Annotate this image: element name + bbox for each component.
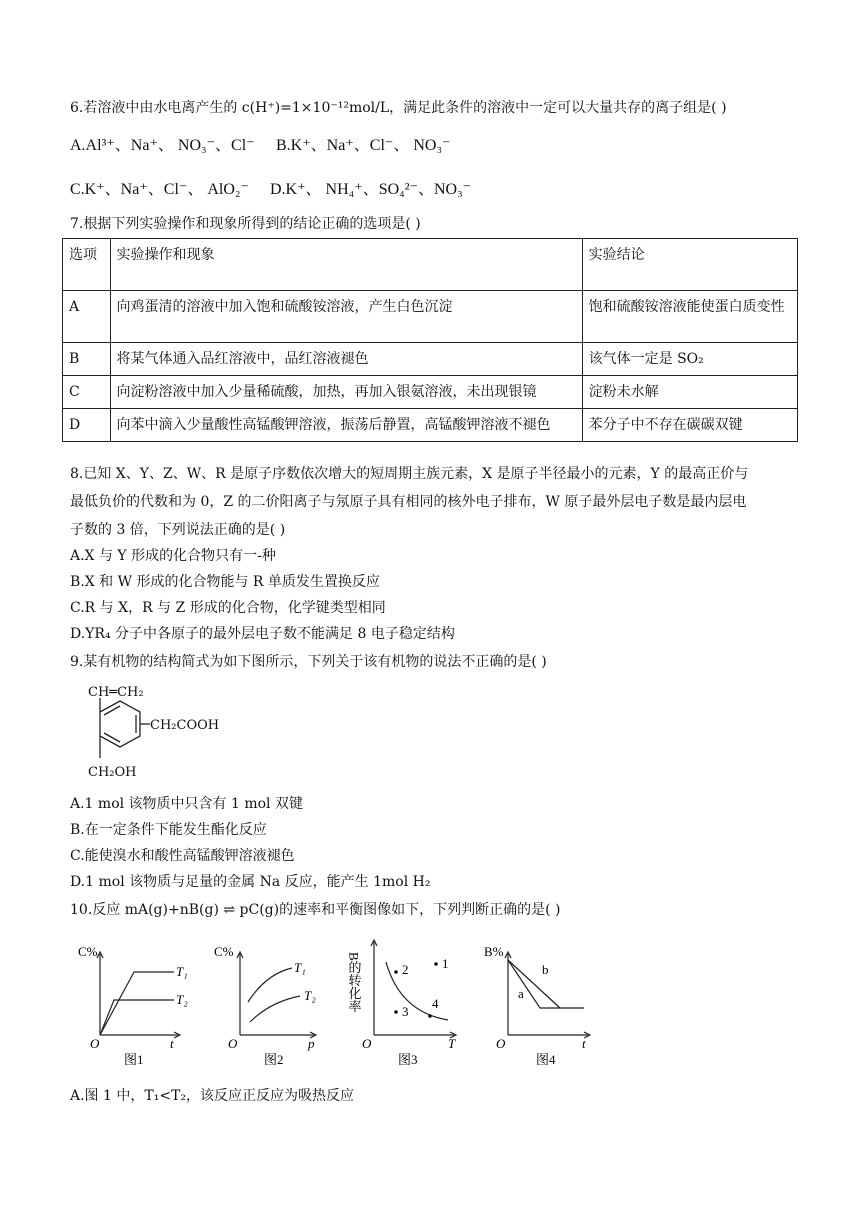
row-b-conclusion: 该气体一定是 SO₂ bbox=[582, 343, 797, 376]
graph4-x-label: t bbox=[582, 1036, 586, 1051]
row-b-operation: 将某气体通入品红溶液中，品红溶液褪色 bbox=[110, 343, 582, 376]
q10-graph-3 bbox=[346, 940, 470, 1070]
graph1-x-label: t bbox=[170, 1036, 174, 1051]
q10-option-a: A.图 1 中，T₁<T₂，该反应正反应为吸热反应 bbox=[70, 1088, 354, 1104]
q10-graph-4 bbox=[484, 940, 604, 1070]
graph2-origin: O bbox=[228, 1036, 238, 1051]
graph4-label-a: a bbox=[518, 986, 524, 1001]
row-a-option: A bbox=[63, 291, 111, 343]
q8-stem-line-1: 8.已知 X、Y、Z、W、R 是原子序数依次增大的短周期主族元素，X 是原子半径最小的元素，Y 的最高正价与 bbox=[70, 466, 749, 482]
graph3-y-label-text: B的转化率 bbox=[346, 952, 362, 1013]
graph2-x-label: p bbox=[308, 1036, 315, 1051]
q9-stem: 9.某有机物的结构简式为如下图所示，下列关于该有机物的说法不正确的是( ) bbox=[70, 654, 547, 670]
graph3-origin: O bbox=[362, 1036, 372, 1051]
header-option: 选项 bbox=[63, 239, 111, 291]
row-c-option: C bbox=[63, 376, 111, 409]
graph3-point-2: 2 bbox=[402, 962, 409, 977]
table-row bbox=[63, 376, 798, 409]
table-row bbox=[63, 343, 798, 376]
table-row bbox=[63, 409, 798, 442]
q9-option-d: D.1 mol 该物质与足量的金属 Na 反应，能产生 1mol H₂ bbox=[70, 874, 431, 890]
graph3-point-3: 3 bbox=[402, 1004, 409, 1019]
q10-graph-1 bbox=[78, 940, 198, 1070]
q9-option-b: B.在一定条件下能发生酯化反应 bbox=[70, 822, 267, 838]
graph1-label-t1: T₁ bbox=[176, 964, 188, 979]
q8-stem-line-2: 最低负价的代数和为 0，Z 的二价阳离子与氖原子具有相同的核外电子排布，W 原子最外层电子数是最内层电 bbox=[70, 494, 747, 510]
graph2-caption: 图2 bbox=[264, 1052, 284, 1067]
q8-option-b: B.X 和 W 形成的化合物能与 R 单质发生置换反应 bbox=[70, 574, 380, 590]
graph3-x-label: T bbox=[448, 1036, 456, 1051]
q9-structural-formula bbox=[80, 684, 220, 784]
graph1-origin: O bbox=[90, 1036, 100, 1051]
graph3-caption: 图3 bbox=[398, 1052, 418, 1067]
table-header-row bbox=[63, 239, 798, 291]
row-a-conclusion: 饱和硫酸铵溶液能使蛋白质变性 bbox=[582, 291, 797, 343]
row-c-operation: 向淀粉溶液中加入少量稀硫酸，加热，再加入银氨溶液，未出现银镜 bbox=[110, 376, 582, 409]
graph3-point-1: 1 bbox=[442, 956, 449, 971]
row-d-option: D bbox=[63, 409, 111, 442]
graph1-label-t2: T₂ bbox=[176, 992, 188, 1007]
row-b-option: B bbox=[63, 343, 111, 376]
row-c-conclusion: 淀粉未水解 bbox=[582, 376, 797, 409]
q6-option-b: B.K⁺、Na⁺、Cl⁻、 NO₃⁻ bbox=[276, 137, 451, 154]
row-d-conclusion: 苯分子中不存在碳碳双键 bbox=[582, 409, 797, 442]
graph4-origin: O bbox=[496, 1036, 506, 1051]
graph2-y-label: C% bbox=[214, 944, 234, 959]
row-a-operation: 向鸡蛋清的溶液中加入饱和硫酸铵溶液，产生白色沉淀 bbox=[110, 291, 582, 343]
graph4-y-label: B% bbox=[484, 944, 504, 959]
q9-substituent-acid: CH₂COOH bbox=[150, 718, 220, 733]
q6-option-d: D.K⁺、 NH₄⁺、SO₄²⁻、NO₃⁻ bbox=[270, 181, 472, 198]
q8-stem-line-3: 子数的 3 倍，下列说法正确的是( ) bbox=[70, 522, 286, 538]
graph3-point-4: 4 bbox=[432, 996, 439, 1011]
graph4-caption: 图4 bbox=[536, 1052, 556, 1067]
graph3-y-label bbox=[347, 952, 362, 1013]
graph2-label-t2: T₂ bbox=[304, 988, 316, 1003]
graph4-label-b: b bbox=[542, 962, 549, 977]
header-operation: 实验操作和现象 bbox=[110, 239, 582, 291]
q10-graph-2 bbox=[214, 940, 334, 1070]
q8-option-a: A.X 与 Y 形成的化合物只有一-种 bbox=[70, 548, 276, 564]
q6-option-a: A.Al³⁺、Na⁺、 NO₃⁻、Cl⁻ bbox=[70, 137, 255, 154]
q8-option-c: C.R 与 X，R 与 Z 形成的化合物，化学键类型相同 bbox=[70, 600, 386, 616]
q7-experiment-table bbox=[62, 238, 798, 442]
q10-stem: 10.反应 mA(g)+nB(g) ⇌ pC(g)的速率和平衡图像如下，下列判断正确的是( ) bbox=[70, 902, 561, 918]
row-d-operation: 向苯中滴入少量酸性高锰酸钾溶液，振荡后静置，高锰酸钾溶液不褪色 bbox=[110, 409, 582, 442]
q7-stem: 7.根据下列实验操作和现象所得到的结论正确的选项是( ) bbox=[70, 216, 421, 232]
q9-substituent-vinyl: CH═CH₂ bbox=[88, 685, 144, 700]
q6-stem: 6.若溶液中由水电离产生的 c(H⁺)=1×10⁻¹²mol/L，满足此条件的溶液中一定可以大量共存的离子组是( ) bbox=[70, 100, 727, 116]
table-row bbox=[63, 291, 798, 343]
q9-substituent-alcohol: CH₂OH bbox=[88, 765, 137, 780]
graph1-y-label: C% bbox=[78, 944, 98, 959]
q6-option-c: C.K⁺、Na⁺、Cl⁻、 AlO₂⁻ bbox=[70, 181, 249, 198]
q9-option-c: C.能使溴水和酸性高锰酸钾溶液褪色 bbox=[70, 848, 295, 864]
graph1-caption: 图1 bbox=[124, 1052, 144, 1067]
header-conclusion: 实验结论 bbox=[582, 239, 797, 291]
q8-option-d: D.YR₄ 分子中各原子的最外层电子数不能满足 8 电子稳定结构 bbox=[70, 626, 455, 642]
q9-option-a: A.1 mol 该物质中只含有 1 mol 双键 bbox=[70, 796, 303, 812]
graph2-label-t1: T₁ bbox=[294, 960, 306, 975]
